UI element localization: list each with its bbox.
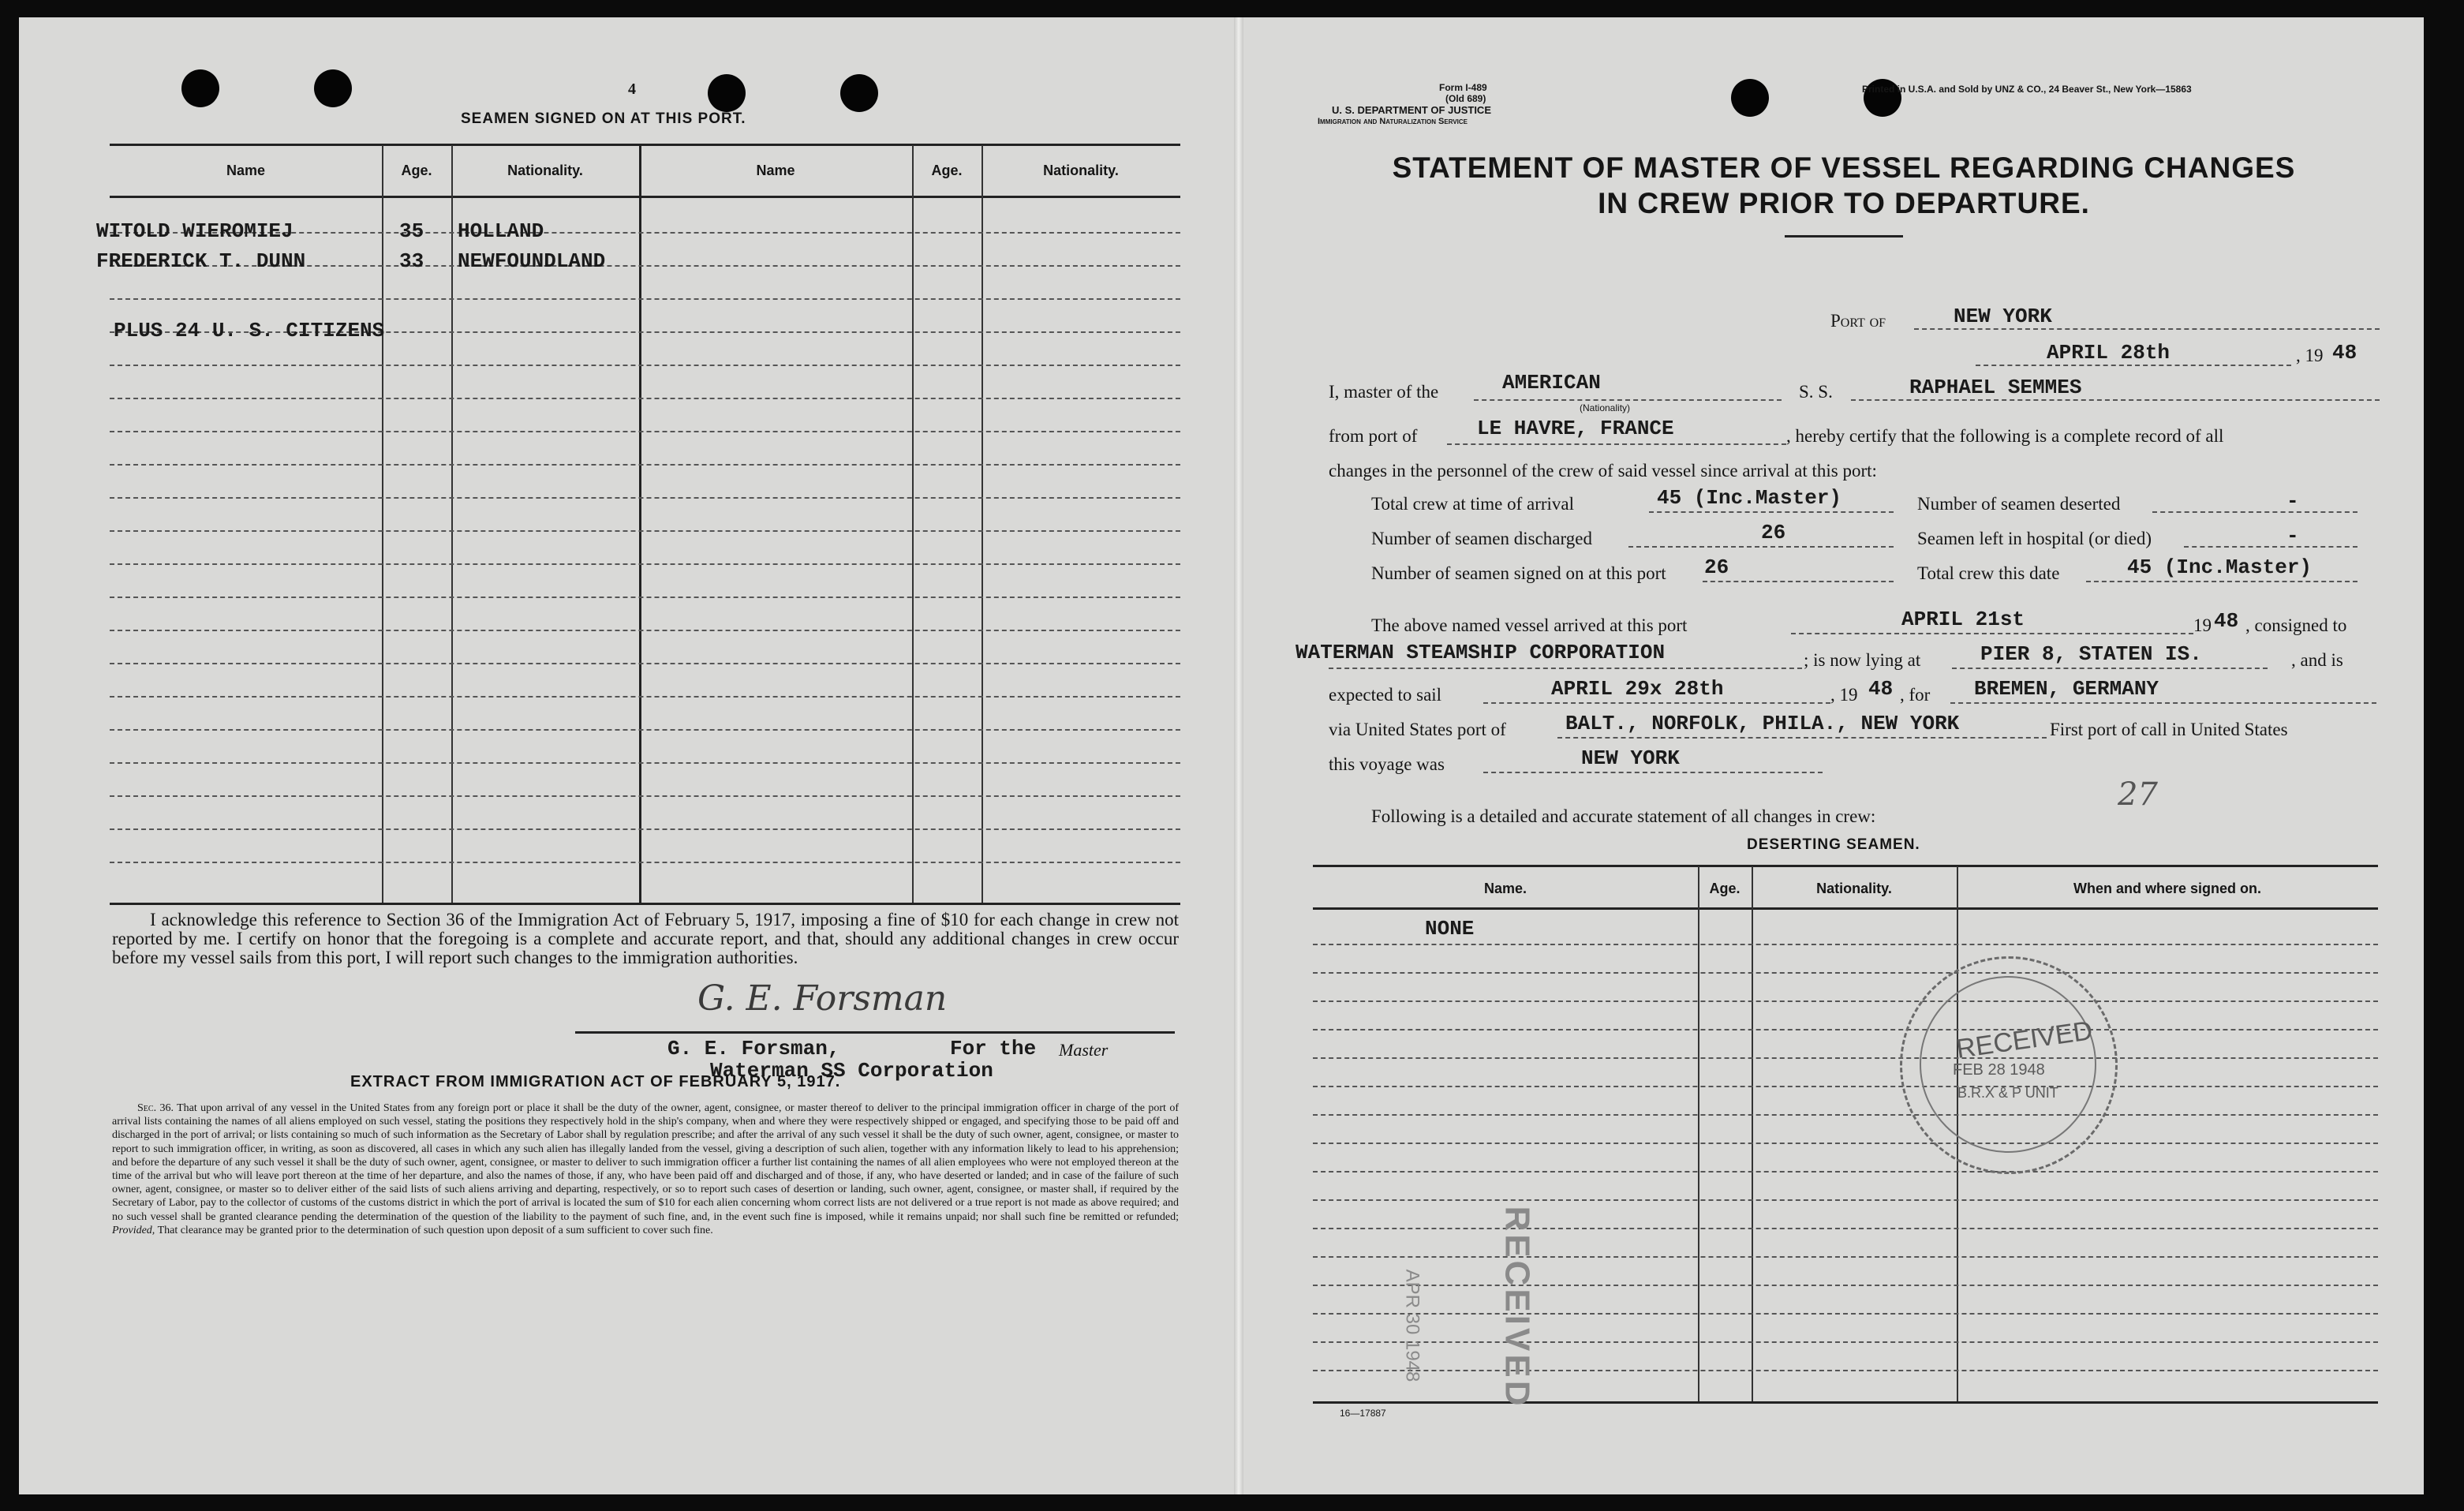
row-rule [110, 663, 1180, 664]
row-rule [1313, 1341, 2378, 1343]
row-rule [1313, 944, 2378, 945]
row-rule [1313, 1114, 2378, 1116]
row-rule [110, 497, 1180, 499]
column-header: Age. [401, 163, 432, 178]
arrived-year-prefix: 19 [2193, 615, 2212, 635]
column-header: Nationality. [1816, 881, 1892, 896]
row-rule [1313, 1285, 2378, 1286]
signature-line [575, 1031, 1175, 1034]
year-value: 48 [2332, 341, 2357, 365]
row-rule [1313, 1313, 2378, 1315]
table-top-rule [110, 144, 1180, 146]
via-label: via United States port of [1329, 720, 1506, 739]
and-is-label: , and is [2291, 650, 2343, 670]
table-header-rule [110, 196, 1180, 198]
handwritten-signature: G. E. Forsman [697, 978, 948, 1019]
via-value: BALT., NORFOLK, PHILA., NEW YORK [1565, 712, 1960, 735]
row-rule [110, 597, 1180, 598]
company-name: Waterman SS Corporation [710, 1059, 993, 1083]
seaman-nationality: HOLLAND [458, 219, 544, 243]
vessel-name: RAPHAEL SEMMES [1909, 376, 2082, 399]
provided-word: Provided, [112, 1224, 155, 1236]
stamp-text: RECEIVED [1954, 1015, 2095, 1064]
sec36-tail: That clearance may be granted prior to the determination of such question upon deposit of a sum sufficient to cover such fine. [157, 1224, 713, 1236]
port-value: NEW YORK [1954, 305, 2052, 328]
total-crew-date-value: 45 (Inc.Master) [2127, 555, 2313, 579]
seaman-nationality: NEWFOUNDLAND [458, 249, 606, 273]
signer-name: G. E. Forsman, [667, 1037, 840, 1060]
row-rule [110, 630, 1180, 631]
seaman-name: FREDERICK T. DUNN [96, 249, 306, 273]
nationality-caption: (Nationality) [1580, 402, 1631, 413]
value-line [2184, 546, 2357, 548]
col-divider [981, 145, 983, 904]
row-rule [110, 431, 1180, 432]
seaman-age: 35 [399, 219, 424, 243]
deserting-title: DESERTING SEAMEN. [1747, 836, 1920, 853]
value-line [2086, 581, 2357, 582]
title-line-1: STATEMENT OF MASTER OF VESSEL REGARDING CHANGES [1392, 151, 2296, 184]
punch-hole [1731, 79, 1769, 117]
via-line [1557, 737, 2047, 739]
row-rule [110, 530, 1180, 532]
col-divider [382, 145, 383, 904]
first-port-label: First port of call in United States [2050, 720, 2288, 739]
from-port-value: LE HAVRE, FRANCE [1477, 417, 1674, 440]
value-line [1628, 546, 1894, 548]
lying-value: PIER 8, STATEN IS. [1980, 642, 2202, 666]
form-footer: 16—17887 [1340, 1408, 1386, 1419]
column-header: Nationality. [1043, 163, 1119, 178]
seaman-age: 33 [399, 249, 424, 273]
voyage-line [1483, 772, 1823, 773]
expected-label: expected to sail [1329, 685, 1442, 705]
expected-line [1483, 702, 1830, 704]
plus-citizens-note: PLUS 24 U. S. CITIZENS [114, 319, 385, 342]
signed-on-value: 26 [1704, 555, 1729, 579]
title-line-2: IN CREW PRIOR TO DEPARTURE. [1598, 187, 2090, 219]
total-crew-arrival-value: 45 (Inc.Master) [1657, 486, 1842, 510]
discharged-label: Number of seamen discharged [1371, 529, 1592, 548]
date-value: APRIL 28th [2047, 341, 2170, 365]
service-name: Immigration and Naturalization Service [1318, 117, 1468, 126]
destination: BREMEN, GERMANY [1974, 677, 2159, 701]
row-rule [1313, 1086, 2378, 1087]
for-label: , for [1900, 685, 1931, 705]
row-rule [1313, 1171, 2378, 1173]
row-rule [1313, 1057, 2378, 1059]
row-rule [1313, 1143, 2378, 1144]
following-text: Following is a detailed and accurate statement of all changes in crew: [1371, 806, 1876, 826]
year-prefix: , 19 [2296, 346, 2324, 365]
col-divider [912, 145, 914, 904]
for-the-label: For the [950, 1037, 1037, 1060]
column-header: Name [226, 163, 266, 178]
row-rule [1313, 1228, 2378, 1229]
punch-hole [840, 74, 878, 112]
punch-hole [181, 69, 219, 107]
seaman-name: WITOLD WIEROMIEJ [96, 219, 294, 243]
sec36-text [112, 1101, 1179, 1237]
deserting-entry: NONE [1425, 917, 1475, 941]
signed-on-label: Number of seamen signed on at this port [1371, 563, 1666, 583]
row-rule [110, 696, 1180, 698]
column-header: Name. [1483, 881, 1527, 896]
consigned-label: , consigned to [2245, 615, 2347, 635]
punch-hole [314, 69, 352, 107]
row-rule [110, 563, 1180, 565]
form-number: Form I-489 [1439, 82, 1487, 93]
certify-text: , hereby certify that the following is a complete record of all [1786, 426, 2224, 446]
title-rule [1785, 235, 1903, 237]
changes-text: changes in the personnel of the crew of said vessel since arrival at this port: [1329, 461, 1877, 481]
arrived-line [1791, 633, 2193, 634]
hospital-label: Seamen left in hospital (or died) [1917, 529, 2152, 548]
row-rule [110, 398, 1180, 399]
value-line [1649, 511, 1894, 513]
discharged-value: 26 [1761, 521, 1786, 544]
row-rule [110, 762, 1180, 764]
voyage-value: NEW YORK [1581, 746, 1680, 770]
sec36-body: That upon arrival of any vessel in the United States from any foreign port or place it shall be the duty of the owner, agent, consignee, or master thereof to deliver to the principal immigration officer in charge of the port of arrival lists containing the names of all aliens employed on such vessel, stating the positions they respectively hold in the ship's company, when and where they were respectively shipped or engaged, and specifying those to be paid off and discharged in the port of arrival; or lists containing so much of such information as the Secretary of Labor shall by regulation prescribe; and after the arrival of any such vessel it shall be the duty of such owner, agent, consignee, or master to report to such immigration officer, in writing, as soon as discovered, all cases in which any such alien has illegally landed from the vessel, giving a description of such alien, together with any information likely to lead to his apprehension; and before the departure of any such vessel it shall be the duty of such owner, agent, consignee, or master to deliver to such immigration officer a further list containing the names of all alien employees who were not employed thereon at the time of the arrival but who will leave port thereon at the time of her departure, and also the names of those, if any, who have been paid off and discharged and of those, if any, who have deserted or landed; and in case of the failure of such owner, agent, consignee, or master so to deliver either of the said lists of such aliens arriving and departing, respectively, or so to report such cases of desertion or landing, such owner, agent, consignee, or master shall, if required by the Secretary of Labor, pay to the collector of customs of the customs district in which the port of arrival is located the sum of $10 for each alien concerning whom correct lists are not delivered or a true report is not made as above required; and no such vessel shall be granted clearance pending the determination of the question of the liability to the payment of such fine, and, in the event such fine is imposed, while it remains unpaid; nor shall such fine be remitted or refunded; [112, 1102, 1179, 1223]
deserting-header-rule [1313, 907, 2378, 910]
received-stamp [1900, 956, 2118, 1174]
col-divider [639, 145, 641, 904]
section-title: SEAMEN SIGNED ON AT THIS PORT. [461, 110, 746, 127]
hospital-value: - [2286, 524, 2299, 548]
document-sheet [19, 17, 2424, 1494]
expected-value: APRIL 29x 28th [1551, 677, 1724, 701]
row-rule [1313, 1370, 2378, 1371]
consignee: WATERMAN STEAMSHIP CORPORATION [1296, 641, 1666, 664]
row-rule [110, 795, 1180, 797]
vessel-line [1851, 399, 2380, 401]
col-divider [1752, 866, 1753, 1403]
sec36-label: Sec. 36. [137, 1102, 174, 1114]
master-label: Master [1059, 1040, 1109, 1060]
form-old-number: (Old 689) [1445, 93, 1486, 104]
vertical-received-stamp: RECEIVED [1497, 1206, 1537, 1409]
page-fold [1234, 17, 1243, 1494]
page-number: 4 [628, 80, 636, 98]
total-crew-date-label: Total crew this date [1917, 563, 2060, 583]
row-rule [1313, 1000, 2378, 1002]
vertical-stamp-date: APR 30 1948 [1401, 1269, 1423, 1382]
department-name: U. S. DEPARTMENT OF JUSTICE [1332, 104, 1491, 116]
voyage-label: this voyage was [1329, 754, 1445, 774]
value-line [1703, 581, 1894, 582]
ss-label: S. S. [1799, 382, 1833, 402]
deserted-value: - [2286, 489, 2299, 513]
expected-year-prefix: , 19 [1830, 685, 1858, 705]
column-header: Nationality. [507, 163, 583, 178]
master-of-label: I, master of the [1329, 382, 1439, 402]
acknowledgement-text: I acknowledge this reference to Section 36 of the Immigration Act of February 5, 1917, imposing a fine of $10 for each change in crew not reported by me. I certify on honor that the foregoing is a complete and accurate report, and that, should any additional changes in crew occur before my vessel sails from this port, I will report such changes to the immigration authorities. [112, 910, 1179, 967]
total-crew-arrival-label: Total crew at time of arrival [1371, 494, 1575, 514]
consignee-line [1329, 668, 1802, 669]
column-header: When and where signed on. [2073, 881, 2262, 896]
column-header: Age. [1709, 881, 1741, 896]
row-rule [1313, 972, 2378, 974]
row-rule [1313, 1199, 2378, 1201]
table-bottom-rule [110, 903, 1180, 905]
row-rule [1313, 1029, 2378, 1030]
stamp-date: FEB 28 1948 [1953, 1061, 2045, 1079]
nationality-line [1474, 399, 1782, 401]
from-port-line [1447, 443, 1786, 445]
nationality-value: AMERICAN [1502, 371, 1601, 395]
date-line [1976, 365, 2291, 366]
deserting-bottom-rule [1313, 1401, 2378, 1404]
extract-title: EXTRACT FROM IMMIGRATION ACT OF FEBRUARY 5, 1917. [350, 1073, 841, 1090]
expected-year-value: 48 [1868, 677, 1894, 701]
column-header: Name [756, 163, 795, 178]
punch-hole [708, 74, 746, 112]
arrived-value: APRIL 21st [1901, 608, 2025, 631]
stamp-unit: B.R.X & P UNIT [1957, 1085, 2058, 1101]
row-rule [110, 828, 1180, 830]
column-header: Age. [931, 163, 963, 178]
col-divider [1698, 866, 1699, 1403]
row-rule [110, 862, 1180, 863]
destination-line [1950, 702, 2376, 704]
value-line [2152, 511, 2357, 513]
handwritten-number: 27 [2118, 776, 2158, 813]
row-rule [1313, 1256, 2378, 1258]
port-line [1914, 328, 2380, 330]
printer-line: Printed in U.S.A. and Sold by UNZ & CO., 24 Beaver St., New York—15863 [1862, 84, 2192, 95]
lying-label: ; is now lying at [1804, 650, 1921, 670]
lying-line [1952, 668, 2268, 669]
row-rule [110, 464, 1180, 466]
deserting-top-rule [1313, 865, 2378, 867]
form-title [1297, 150, 2391, 221]
arrived-label: The above named vessel arrived at this port [1371, 615, 1688, 635]
row-rule [110, 365, 1180, 366]
col-divider [451, 145, 453, 904]
row-rule [110, 729, 1180, 731]
deserted-label: Number of seamen deserted [1917, 494, 2121, 514]
arrived-year-value: 48 [2214, 609, 2239, 633]
from-port-label: from port of [1329, 426, 1418, 446]
port-label: Port of [1830, 311, 1886, 331]
row-rule [110, 298, 1180, 300]
